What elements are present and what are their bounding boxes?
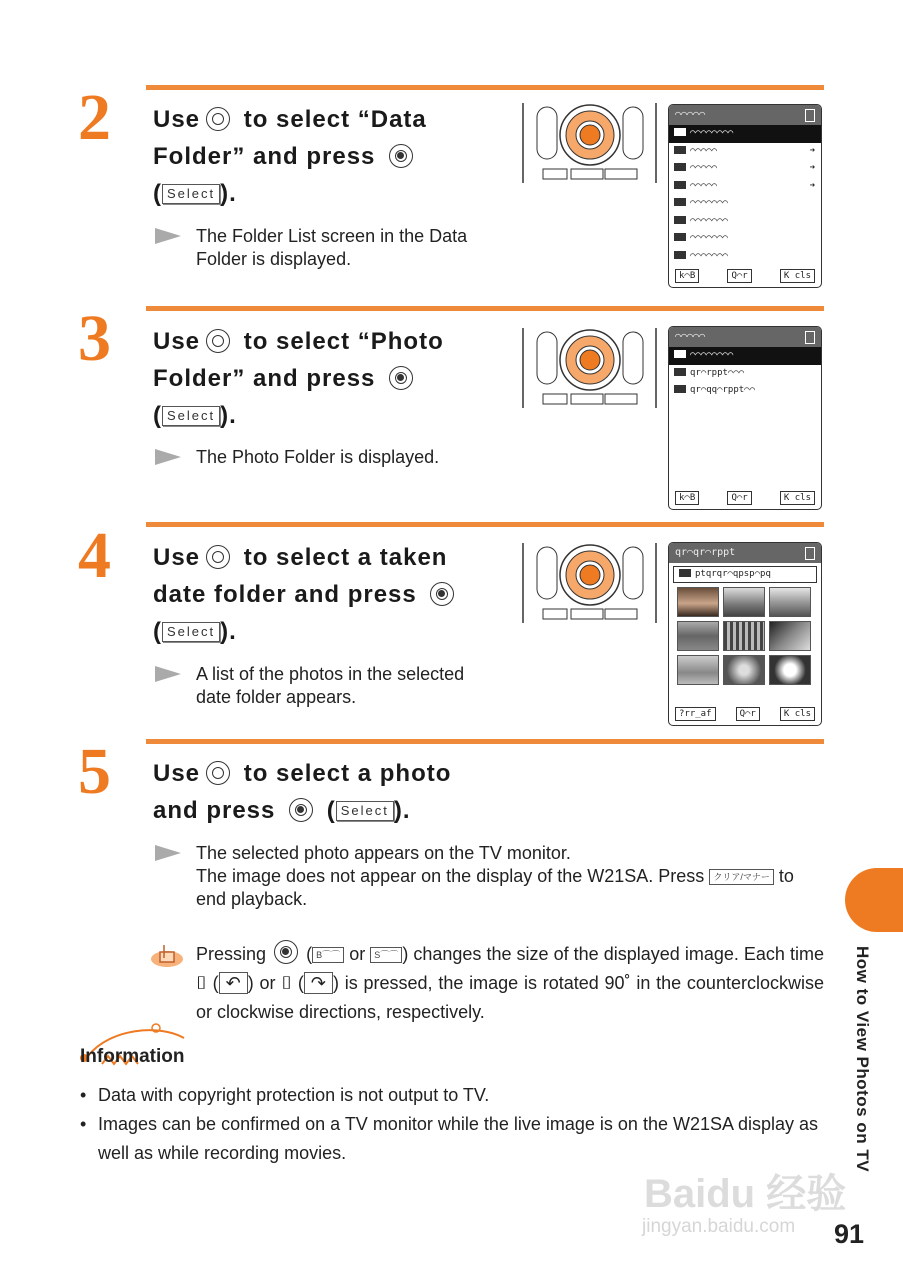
tip-note: Pressing ( B⌒⌒ or S⌒⌒ ) changes the size of the displayed image. Each time ⌷ ( ↶ ) or ⌷ ( ↷ ) is pressed, the image is rotated 90˚ in the counterclockwise or clockwise directions, respectively. — [152, 940, 824, 1027]
folder-list-screen — [668, 104, 822, 288]
photo-thumbnail[interactable] — [769, 587, 811, 617]
step-rule — [146, 739, 824, 744]
screen-row: ⌒⌒⌒⌒⌒⌒⌒ — [669, 230, 821, 248]
select-softkey: Select — [336, 801, 394, 821]
step-instruction: Use to select “Photo Folder” and press ( Select ). — [153, 328, 444, 429]
navigation-key-icon — [206, 107, 230, 131]
center-key-icon — [389, 144, 413, 168]
photo-thumbnail[interactable] — [723, 655, 765, 685]
navigation-key-icon — [206, 761, 230, 785]
select-softkey: Select — [162, 184, 220, 204]
photo-thumbnail-grid — [669, 583, 821, 689]
watermark: Baidu 经验 jingyan.baidu.com — [642, 1172, 847, 1237]
phone-keypad-illustration — [521, 543, 659, 623]
phone-keypad-illustration — [521, 328, 659, 408]
photo-folder-screen — [668, 326, 822, 510]
page-number: 91 — [834, 1219, 865, 1249]
rotate-clockwise-icon: ↷ — [304, 972, 333, 994]
select-softkey: Select — [162, 622, 220, 642]
photo-thumbnail[interactable] — [723, 587, 765, 617]
step-result: A list of the photos in the selected date folder appears. — [155, 663, 485, 709]
right-side-key-icon: ⌷ — [281, 973, 293, 993]
step-number: 5 — [78, 735, 111, 808]
center-key-icon — [389, 366, 413, 390]
folder-icon — [674, 385, 686, 393]
step-number: 4 — [78, 519, 111, 592]
photo-thumbnail[interactable] — [769, 621, 811, 651]
step-result: The Folder List screen in the Data Folder is displayed. — [155, 225, 485, 271]
step-result: The Photo Folder is displayed. — [155, 446, 485, 469]
folder-icon — [674, 350, 686, 358]
shrink-key: S⌒⌒ — [370, 947, 402, 963]
result-arrow-icon — [155, 449, 181, 465]
step-rule — [146, 306, 824, 311]
information-list — [80, 1081, 824, 1168]
folder-icon — [674, 146, 686, 154]
arrow-right-icon: ➜ — [809, 180, 815, 191]
screen-row: ⌒⌒⌒⌒⌒⌒⌒⌒ — [669, 125, 821, 143]
navigation-key-icon — [206, 329, 230, 353]
folder-icon — [674, 163, 686, 171]
result-arrow-icon — [155, 666, 181, 682]
camera-icon — [679, 569, 691, 577]
enlarge-key: B⌒⌒ — [312, 947, 344, 963]
step-instruction: Use to select a photo and press ( Select ). — [153, 760, 452, 824]
left-side-key-icon: ⌷ — [196, 973, 207, 993]
screen-row: ⌒⌒⌒⌒⌒ ➜ — [669, 160, 821, 178]
screen-softkeys: k⌒B Q⌒r K cls — [675, 269, 815, 283]
screen-title: qr⌒qr⌒rppt — [669, 543, 821, 563]
step-instruction: Use to select a taken date folder and press ( Select ). — [153, 539, 478, 650]
folder-icon — [674, 181, 686, 189]
screen-row: qr⌒qq⌒rppt⌒⌒ — [669, 382, 821, 400]
step-rule — [146, 85, 824, 90]
photo-thumbnail[interactable] — [677, 587, 719, 617]
photo-thumbnail[interactable] — [769, 655, 811, 685]
information-item: • Data with copyright protection is not output to TV. — [80, 1081, 824, 1110]
photo-thumbnail[interactable] — [677, 655, 719, 685]
photo-thumbnail[interactable] — [677, 621, 719, 651]
screen-row: ⌒⌒⌒⌒⌒⌒⌒ — [669, 195, 821, 213]
folder-icon — [674, 128, 686, 136]
navigation-key-icon — [206, 545, 230, 569]
screen-title: ⌒⌒⌒⌒⌒ — [669, 105, 821, 125]
center-key-icon — [289, 798, 313, 822]
step-number: 2 — [78, 81, 111, 154]
folder-icon — [674, 233, 686, 241]
information-item: • Images can be confirmed on a TV monitor while the live image is on the W21SA display as well as while recording movies. — [80, 1110, 824, 1168]
phone-keypad-illustration — [521, 103, 659, 183]
folder-icon — [674, 368, 686, 376]
screen-row: ⌒⌒⌒⌒⌒⌒⌒⌒ — [669, 347, 821, 365]
screen-softkeys: ?rr_af Q⌒r K cls — [675, 707, 815, 721]
folder-icon — [674, 198, 686, 206]
photo-thumbnail[interactable] — [723, 621, 765, 651]
photo-list-screen — [668, 542, 822, 726]
screen-row: qr⌒rppt⌒⌒⌒ — [669, 365, 821, 383]
screen-title: ⌒⌒⌒⌒⌒ — [669, 327, 821, 347]
step-rule — [146, 522, 824, 527]
step-result: The selected photo appears on the TV monitor. The image does not appear on the display of the W21SA. Press クリア/マナー to end playback. — [155, 842, 825, 911]
screen-row: ⌒⌒⌒⌒⌒⌒⌒ — [669, 213, 821, 231]
folder-icon — [674, 251, 686, 259]
chapter-tab — [845, 868, 903, 932]
step-number: 3 — [78, 302, 111, 375]
rotate-counterclockwise-icon: ↶ — [219, 972, 248, 994]
result-arrow-icon — [155, 228, 181, 244]
information-heading: Information — [80, 1046, 185, 1067]
center-key-icon — [274, 940, 298, 964]
result-arrow-icon — [155, 845, 181, 861]
screen-row: ptqrqr⌒qpsp⌒pq — [673, 566, 817, 583]
screen-row: ⌒⌒⌒⌒⌒⌒⌒ — [669, 248, 821, 266]
folder-icon — [674, 216, 686, 224]
chapter-title: How to View Photos on TV — [853, 946, 872, 1173]
arrow-right-icon: ➜ — [809, 145, 815, 156]
center-key-icon — [430, 582, 454, 606]
pointing-hand-icon — [150, 942, 184, 968]
step-instruction: Use to select “Data Folder” and press ( Select ). — [153, 106, 427, 207]
clear-manner-key: クリア/マナー — [709, 869, 774, 885]
screen-softkeys: k⌒B Q⌒r K cls — [675, 491, 815, 505]
arrow-right-icon: ➜ — [809, 163, 815, 173]
select-softkey: Select — [162, 406, 220, 426]
screen-row: ⌒⌒⌒⌒⌒ ➜ — [669, 143, 821, 161]
screen-row: ⌒⌒⌒⌒⌒ ➜ — [669, 178, 821, 196]
